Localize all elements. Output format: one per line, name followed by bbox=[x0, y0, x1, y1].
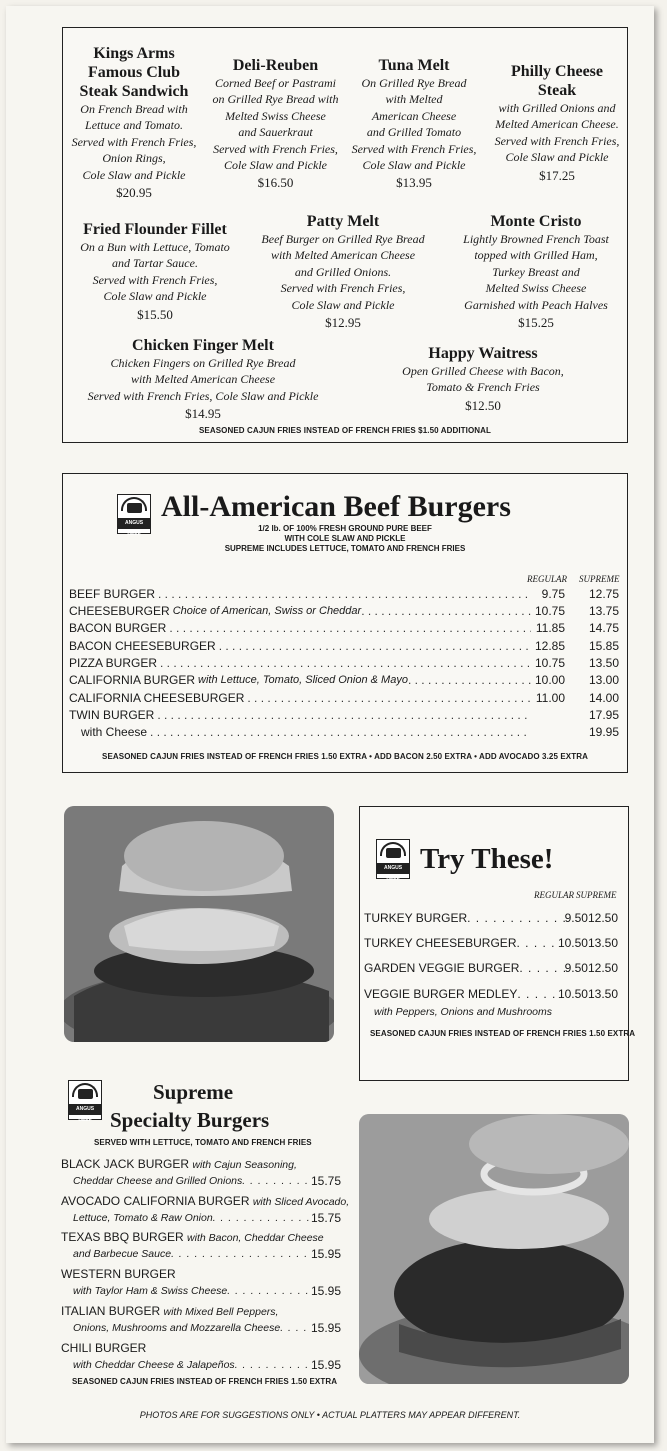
specialty-item: TEXAS BBQ BURGER with Bacon, Cheddar Cheese and Barbecue Sauce . . . 15.95 bbox=[61, 1229, 341, 1262]
specialty-item: CHILI BURGER with Cheddar Cheese & Jalapeños . . . 15.95 bbox=[61, 1340, 341, 1373]
try-row: TURKEY BURGER . . . 9.50 12.50 bbox=[364, 911, 618, 925]
dish-patty-melt bbox=[253, 212, 433, 331]
dish-price: $15.25 bbox=[518, 315, 554, 331]
dish-description: Lightly Browned French Toast topped with Grilled Ham, Turkey Breast and Melted Swiss Cheese Garnished with Peach Halves bbox=[463, 232, 609, 312]
dish-name: Happy Waitress bbox=[428, 345, 538, 362]
dish-tuna-melt bbox=[347, 56, 481, 191]
beef-row: BACON CHEESEBURGER . . . 12.85 15.85 bbox=[69, 638, 619, 655]
beef-title: All-American Beef Burgers bbox=[161, 490, 511, 523]
try-item-sub: with Peppers, Onions and Mushrooms bbox=[374, 1006, 553, 1018]
beef-row: with Cheese . . . 19.95 bbox=[81, 724, 619, 741]
beef-col-supreme: SUPREME bbox=[579, 574, 620, 584]
dish-name: Tuna Melt bbox=[378, 57, 450, 74]
dish-name: Monte Cristo bbox=[490, 213, 582, 230]
dish-name: Deli-Reuben bbox=[232, 57, 319, 74]
try-these-section bbox=[359, 806, 636, 1081]
beef-subtitle: 1/2 lb. OF 100% FRESH GROUND PURE BEEF WITH COLE SLAW AND PICKLE SUPREME INCLUDES LETTUCE, TOMATO AND FRENCH FRIES bbox=[224, 524, 466, 553]
cow-icon bbox=[386, 848, 401, 858]
dish-club-steak bbox=[63, 44, 205, 201]
specialty-item: ITALIAN BURGER with Mixed Bell Peppers, Onions, Mushrooms and Mozzarella Cheese . . . 15.95 bbox=[61, 1303, 341, 1336]
dish-price: $16.50 bbox=[257, 175, 294, 191]
try-row: VEGGIE BURGER MEDLEY . . . 10.50 13.50 bbox=[364, 987, 618, 1001]
specialty-item: WESTERN BURGER with Taylor Ham & Swiss Cheese . . . 15.95 bbox=[61, 1266, 341, 1299]
beef-row: CALIFORNIA CHEESEBURGER . . . 11.00 14.00 bbox=[69, 690, 619, 707]
specialty-item: BLACK JACK BURGER with Cajun Seasoning, Cheddar Cheese and Grilled Onions . . . 15.75 bbox=[61, 1156, 341, 1189]
dish-fried-flounder bbox=[63, 220, 247, 323]
dish-price: $14.95 bbox=[185, 406, 221, 422]
dish-price: $20.95 bbox=[116, 185, 152, 201]
cow-icon bbox=[127, 503, 142, 513]
dish-price: $17.25 bbox=[539, 167, 575, 183]
dish-description: Open Grilled Cheese with Bacon, Tomato & French Fries bbox=[402, 364, 564, 395]
specialty-item: AVOCADO CALIFORNIA BURGER with Sliced Avocado, Lettuce, Tomato & Raw Onion . . . 15.75 bbox=[61, 1193, 341, 1226]
dish-price: $15.50 bbox=[137, 306, 173, 322]
specialty-title-line2: Specialty Burgers bbox=[110, 1108, 270, 1132]
dish-chicken-finger-melt bbox=[83, 336, 323, 422]
burger-photo bbox=[64, 806, 334, 1042]
specialty-subtitle: SERVED WITH LETTUCE, TOMATO AND FRENCH FRIES bbox=[94, 1138, 312, 1147]
logo-text: ANGUS BEEF bbox=[118, 518, 150, 529]
beef-col-regular: REGULAR bbox=[527, 574, 567, 584]
specialty-title-line1: Supreme bbox=[153, 1080, 234, 1104]
dish-monte-cristo bbox=[451, 212, 621, 331]
burger-illustration bbox=[64, 806, 334, 1042]
beef-row: PIZZA BURGER . . . 10.75 13.50 bbox=[69, 655, 619, 672]
logo-text: ANGUS BEEF bbox=[377, 863, 409, 874]
try-col-supreme: SUPREME bbox=[576, 890, 617, 900]
dish-name: Patty Melt bbox=[306, 213, 380, 230]
dish-description: On Grilled Rye Bread with Melted American Cheese and Grilled Tomato Served with French Fries, Cole Slaw and Pickle bbox=[351, 76, 477, 173]
dish-name: Chicken Finger Melt bbox=[132, 337, 274, 354]
sandwich-cajun-note: SEASONED CAJUN FRIES INSTEAD OF FRENCH FRIES $1.50 ADDITIONAL bbox=[198, 426, 492, 435]
dish-description: Corned Beef or Pastrami on Grilled Rye Bread with Melted Swiss Cheese and Sauerkraut Served with French Fries, Cole Slaw and Pickle bbox=[212, 76, 339, 173]
dish-description: Chicken Fingers on Grilled Rye Bread with Melted American Cheese Served with French Fries, Cole Slaw and Pickle bbox=[87, 356, 319, 403]
try-row: TURKEY CHEESEBURGER . . . 10.50 13.50 bbox=[364, 936, 618, 950]
dish-description: On a Bun with Lettuce, Tomato and Tartar Sauce. Served with French Fries, Cole Slaw and Pickle bbox=[80, 240, 230, 304]
cow-icon bbox=[78, 1089, 93, 1099]
sandwich-section bbox=[62, 27, 628, 443]
dish-description: On French Bread with Lettuce and Tomato. Served with French Fries, Onion Rings, Cole Slaw and Pickle bbox=[71, 102, 197, 182]
beef-burgers-section bbox=[62, 473, 628, 773]
dish-name: Fried Flounder Fillet bbox=[83, 221, 227, 238]
beef-row: CHEESEBURGER Choice of American, Swiss or Cheddar . . . 10.75 13.75 bbox=[69, 603, 619, 620]
try-row: GARDEN VEGGIE BURGER . . . 9.50 12.50 bbox=[364, 961, 618, 975]
menu-page bbox=[6, 6, 654, 1443]
dish-description: Beef Burger on Grilled Rye Bread with Melted American Cheese and Grilled Onions. Served with French Fries, Cole Slaw and Pickle bbox=[261, 232, 425, 312]
try-col-regular: REGULAR bbox=[534, 890, 574, 900]
specialty-cajun-note: SEASONED CAJUN FRIES INSTEAD OF FRENCH FRIES 1.50 EXTRA bbox=[72, 1377, 338, 1386]
dish-price: $12.95 bbox=[325, 315, 361, 331]
dish-description: with Grilled Onions and Melted American Cheese. Served with French Fries, Cole Slaw and Pickle bbox=[494, 101, 620, 165]
dish-happy-waitress bbox=[393, 344, 573, 414]
dish-price: $12.50 bbox=[465, 397, 501, 413]
beef-row: TWIN BURGER . . . 17.95 bbox=[69, 707, 619, 724]
burger-photo-2 bbox=[359, 1114, 629, 1384]
beef-row: BACON BURGER . . . 11.85 14.75 bbox=[69, 620, 619, 637]
beef-row: BEEF BURGER . . . 9.75 12.75 bbox=[69, 586, 619, 603]
burger-illustration bbox=[359, 1114, 629, 1384]
dish-price: $13.95 bbox=[396, 175, 432, 191]
try-cajun-note: SEASONED CAJUN FRIES INSTEAD OF FRENCH FRIES 1.50 EXTRA bbox=[370, 1029, 636, 1038]
dish-philly-cheese-steak bbox=[489, 62, 625, 184]
beef-row: CALIFORNIA BURGER with Lettuce, Tomato, Sliced Onion & Mayo . . . 10.00 13.00 bbox=[69, 672, 619, 689]
logo-text: ANGUS BEEF bbox=[69, 1104, 101, 1115]
photos-disclaimer: PHOTOS ARE FOR SUGGESTIONS ONLY • ACTUAL PLATTERS MAY APPEAR DIFFERENT. bbox=[139, 1410, 521, 1420]
dish-name: Kings Arms Famous Club Steak Sandwich bbox=[79, 45, 189, 100]
beef-extras-note: SEASONED CAJUN FRIES INSTEAD OF FRENCH FRIES 1.50 EXTRA • ADD BACON 2.50 EXTRA • ADD AVOCADO 3.25 EXTRA bbox=[102, 752, 588, 761]
try-title: Try These! bbox=[420, 843, 554, 875]
dish-name: Philly Cheese Steak bbox=[511, 63, 603, 99]
dish-deli-reuben bbox=[203, 56, 348, 191]
angus-beef-logo bbox=[68, 1080, 102, 1123]
angus-beef-logo bbox=[376, 839, 410, 882]
